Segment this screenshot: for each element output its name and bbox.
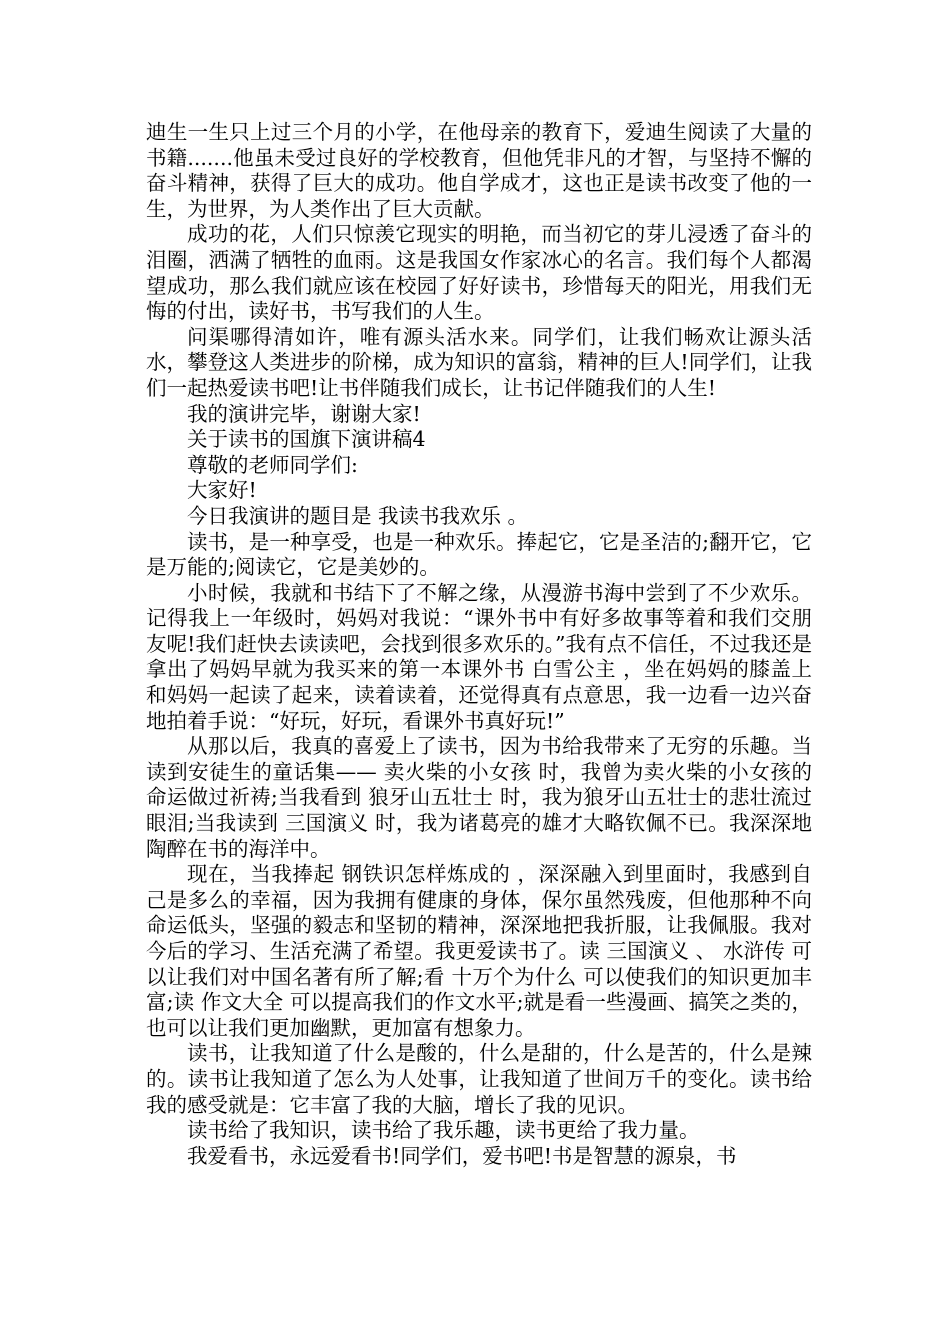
paragraph: 读书给了我知识，读书给了我乐趣，读书更给了我力量。 [187,1118,700,1143]
paragraph: 从那以后，我真的喜爱上了读书，因为书给我带来了无穷的乐趣。当读到安徒生的童话集—— 卖火柴的小女孩 时，我曾为卖火柴的小女孩的命运做过祈祷;当我看到 狼牙山五壮士 时，我为狼牙山五壮士的悲壮流过眼泪;当我读到 三国演义 时，我为诸葛亮的雄才大略钦佩不已。我深深地陶醉在书的海洋中。 [146,734,812,861]
greeting: 大家好! [187,478,257,503]
paragraph: 迪生一生只上过三个月的小学，在他母亲的教育下，爱迪生阅读了大量的书籍.......他虽未受过良好的学校教育，但他凭非凡的才智，与坚持不懈的奋斗精神，获得了巨大的成功。他自学成才，这也正是读书改变了他的一生，为世界，为人类作出了巨大贡献。 [146,120,812,221]
closing-line: 我的演讲完毕，谢谢大家! [187,401,421,426]
paragraph: 读书，是一种享受，也是一种欢乐。捧起它，它是圣洁的;翻开它，它是万能的;阅读它，它是美妙的。 [146,529,812,580]
paragraph: 现在，当我捧起 钢铁识怎样炼成的 ，深深融入到里面时，我感到自己是多么的幸福，因为我拥有健康的身体，保尔虽然残废，但他那种不向命运低头，坚强的毅志和坚韧的精神，深深地把我折服，让我佩服。我对今后的学习、生活充满了希望。我更爱读书了。读 三国演义 、 水浒传 可以让我们对中国名著有所了解;看 十万个为什么 可以使我们的知识更加丰富;读 作文大全 可以提高我们的作文水平;就是看一些漫画、搞笑之类的，也可以让我们更加幽默，更加富有想象力。 [146,862,812,1040]
section-title: 关于读书的国旗下演讲稿4 [187,427,426,452]
speech-topic: 今日我演讲的题目是 我读书我欢乐 。 [187,503,529,528]
paragraph: 读书，让我知道了什么是酸的，什么是甜的，什么是苦的，什么是辣的。读书让我知道了怎么为人处事，让我知道了世间万千的变化。读书给我的感受就是：它丰富了我的大脑，增长了我的见识。 [146,1041,812,1117]
paragraph: 问渠哪得清如许，唯有源头活水来。同学们，让我们畅欢让源头活水，攀登这人类进步的阶梯，成为知识的富翁，精神的巨人!同学们，让我们一起热爱读书吧!让书伴随我们成长，让书记伴随我们的人生! [146,324,812,400]
document-page [146,120,812,1169]
salutation: 尊敬的老师同学们: [187,452,358,477]
paragraph: 我爱看书，永远爱看书!同学们，爱书吧!书是智慧的源泉，书 [187,1143,737,1168]
paragraph: 小时候，我就和书结下了不解之缘，从漫游书海中尝到了不少欢乐。记得我上一年级时，妈妈对我说：“课外书中有好多故事等着和我们交朋友呢!我们赶快去读读吧，会找到很多欢乐的。”我有点不信任，不过我还是拿出了妈妈早就为我买来的第一本课外书 白雪公主 ，坐在妈妈的膝盖上和妈妈一起读了起来，读着读着，还觉得真有点意思，我一边看一边兴奋地拍着手说：“好玩，好玩，看课外书真好玩!” [146,580,812,733]
paragraph: 成功的花，人们只惊羡它现实的明艳，而当初它的芽儿浸透了奋斗的泪圈，洒满了牺牲的血雨。这是我国女作家冰心的名言。我们每个人都渴望成功，那么我们就应该在校园了好好读书，珍惜每天的阳光，用我们无悔的付出，读好书，书写我们的人生。 [146,222,812,324]
